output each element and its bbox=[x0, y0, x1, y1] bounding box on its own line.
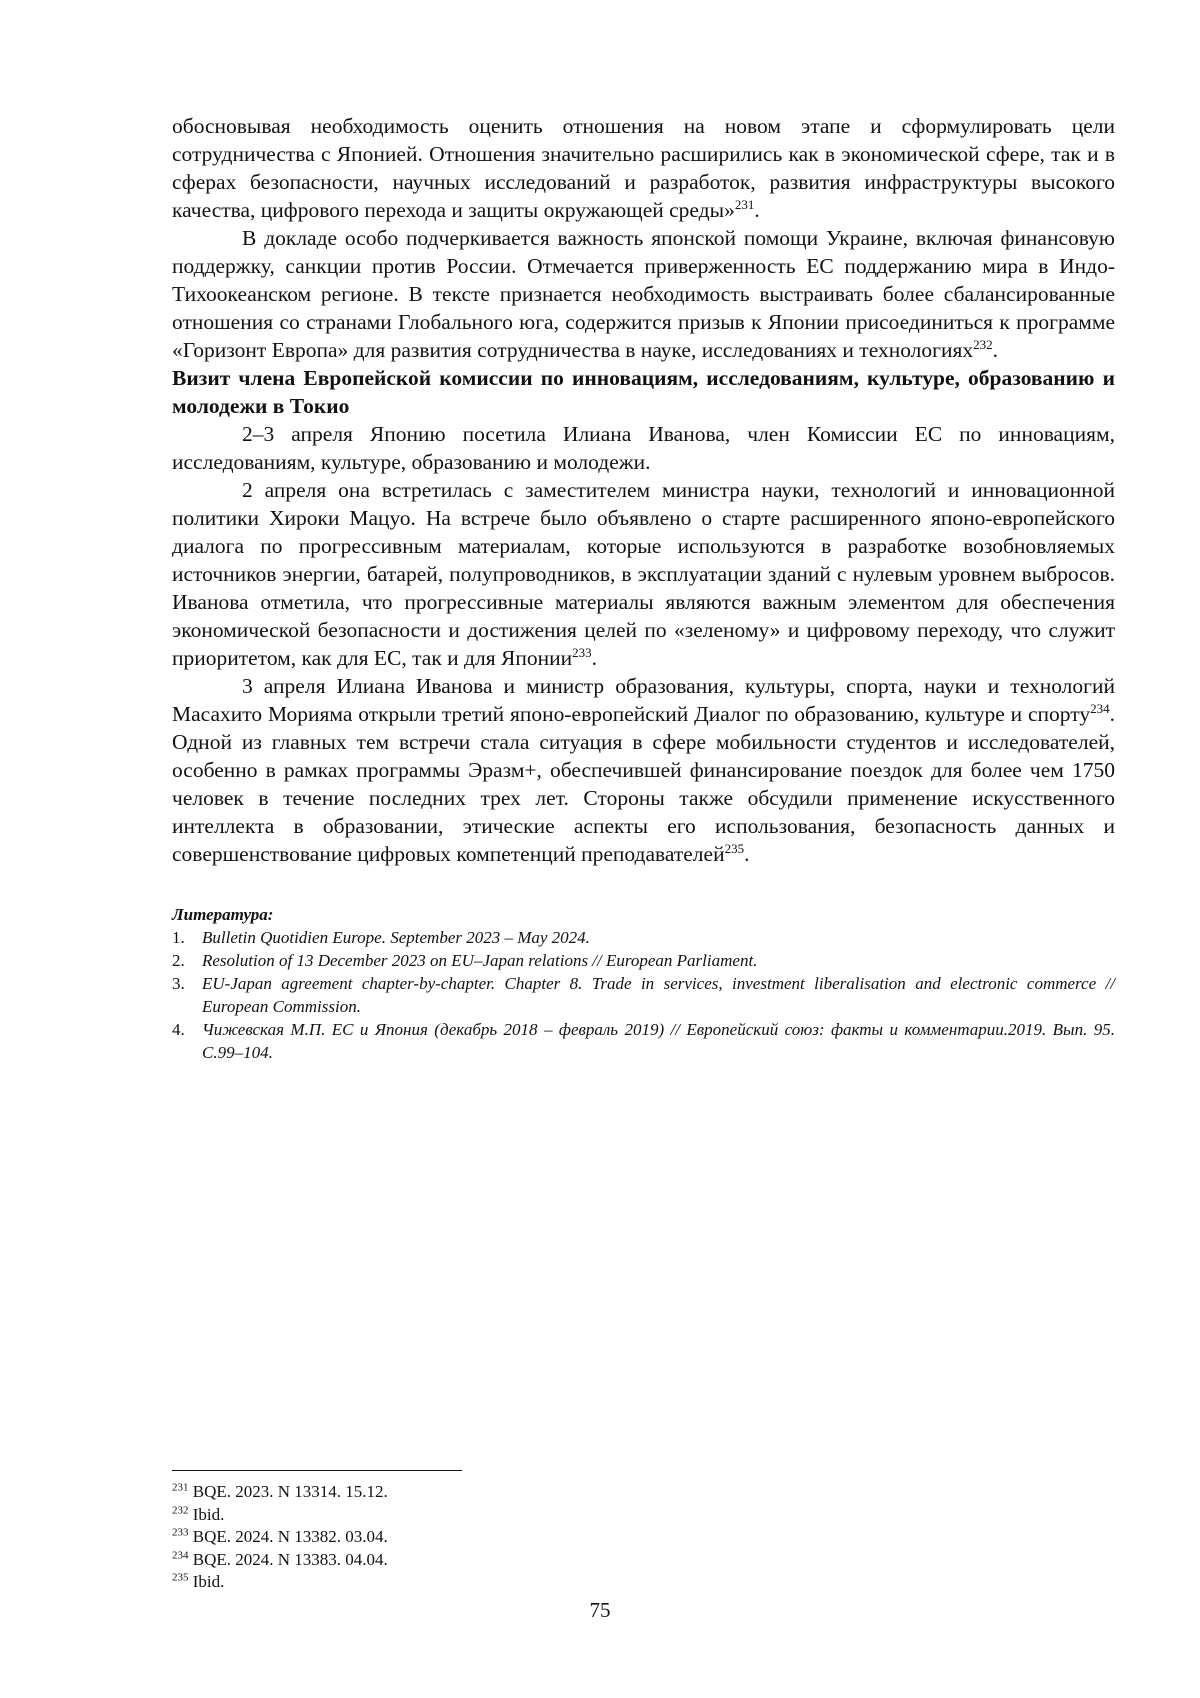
literature-item bbox=[172, 926, 1115, 949]
footnote-number: 232 bbox=[172, 1503, 189, 1516]
literature-item-number: 1. bbox=[172, 928, 185, 947]
paragraph-2-text: В докладе особо подчеркивается важность японской помощи Украине, включая финансовую поддержку, санкции против России. Отмечается приверженность ЕС поддержанию мира в Индо-Тихоокеанском регионе. В тексте признается необходимость выстраивать более сбалансированные отношения со странами Глобального юга, содержится призыв к Японии присоединиться к программе «Горизонт Европа» для развития сотрудничества в науке, исследованиях и технологиях bbox=[172, 226, 1115, 362]
paragraph-5-text-a: 3 апреля Илиана Иванова и министр образования, культуры, спорта, науки и технологий Масахито Морияма открыли третий японо-европейский Диалог по образованию, культуре и спорту bbox=[172, 674, 1115, 726]
literature-item bbox=[172, 972, 1115, 1018]
footnote-number: 233 bbox=[172, 1526, 189, 1539]
literature-section bbox=[172, 904, 1115, 1064]
paragraph-5-end: . bbox=[744, 842, 750, 866]
footnote-ref-234[interactable]: 234 bbox=[1090, 700, 1110, 716]
footnote-text: Ibid. bbox=[192, 1504, 225, 1524]
paragraph-4 bbox=[172, 476, 1115, 672]
footnote bbox=[172, 1481, 1115, 1504]
footnote-divider bbox=[172, 1470, 462, 1471]
footnote-text: BQE. 2024. N 13382. 03.04. bbox=[192, 1527, 388, 1546]
footnote-ref-233[interactable]: 233 bbox=[572, 644, 592, 660]
literature-list bbox=[172, 926, 1115, 1064]
paragraph-3: 2–3 апреля Японию посетила Илиана Иванова, член Комиссии ЕС по инновациям, исследованиям, культуре, образованию и молодежи. bbox=[172, 422, 1115, 474]
literature-item bbox=[172, 949, 1115, 972]
footnote-number: 235 bbox=[172, 1571, 189, 1584]
literature-item-number: 2. bbox=[172, 951, 185, 970]
literature-item-text: Чижевская М.П. ЕС и Япония (декабрь 2018 – февраль 2019) // Европейский союз: факты и комментарии.2019. Вып. 95. С.99–104. bbox=[202, 1020, 1115, 1062]
document-body bbox=[172, 112, 1115, 1064]
paragraph-4-text: 2 апреля она встретилась с заместителем министра науки, технологий и инновационной политики Хироки Мацуо. На встрече было объявлено о старте расширенного японо-европейского диалога по прогрессивным материалам, которые используются в разработке возобновляемых источников энергии, батарей, полупроводников, в эксплуатации зданий с нулевым уровнем выбросов. Иванова отметила, что прогрессивные материалы являются важным элементом для обеспечения экономической безопасности и достижения целей по «зеленому» и цифровому переходу, что служит приоритетом, как для ЕС, так и для Японии bbox=[172, 478, 1115, 670]
literature-item-number: 4. bbox=[172, 1020, 185, 1039]
footnote-number: 234 bbox=[172, 1548, 189, 1561]
literature-title: Литература: bbox=[172, 905, 274, 924]
footnote-ref-232[interactable]: 232 bbox=[973, 336, 993, 352]
literature-item-text: Bulletin Quotidien Europe. September 2023 – May 2024. bbox=[202, 928, 590, 947]
literature-item-text: Resolution of 13 December 2023 on EU–Japan relations // European Parliament. bbox=[202, 951, 758, 970]
paragraph-1-end: . bbox=[754, 198, 760, 222]
literature-item-number: 3. bbox=[172, 974, 185, 993]
paragraph-1-text: обосновывая необходимость оценить отношения на новом этапе и сформулировать цели сотрудничества с Японией. Отношения значительно расширились как в экономической сфере, так и в сферах безопасности, научных исследований и разработок, развития инфраструктуры высокого качества, цифрового перехода и защиты окружающей среды» bbox=[172, 114, 1115, 222]
footnote-ref-235[interactable]: 235 bbox=[724, 840, 745, 856]
footnote bbox=[172, 1549, 1115, 1572]
footnote bbox=[172, 1526, 1115, 1549]
paragraph-2 bbox=[172, 224, 1115, 364]
footnote-ref-231[interactable]: 231 bbox=[734, 196, 755, 212]
footnotes-section bbox=[172, 1470, 1115, 1594]
footnote bbox=[172, 1504, 1115, 1527]
paragraph-5 bbox=[172, 672, 1115, 868]
footnote-text: Ibid. bbox=[192, 1572, 225, 1591]
paragraph-2-end: . bbox=[992, 338, 999, 362]
paragraph-1 bbox=[172, 112, 1115, 224]
footnote-number: 231 bbox=[172, 1481, 189, 1494]
footnote bbox=[172, 1571, 1115, 1594]
footnote-text: BQE. 2024. N 13383. 04.04. bbox=[192, 1549, 388, 1569]
paragraph-5-text-b: . Одной из главных тем встречи стала ситуация в сфере мобильности студентов и исследователей, особенно в рамках программы Эразм+, обеспечившей финансирование поездок для более чем 1750 человек в течение последних трех лет. Стороны также обсудили применение искусственного интеллекта в образовании, этические аспекты его использования, безопасность данных и совершенствование цифровых компетенций преподавателей bbox=[172, 702, 1115, 866]
page-number: 75 bbox=[589, 1598, 611, 1622]
literature-item-text: EU-Japan agreement chapter-by-chapter. Chapter 8. Trade in services, investment liberalisation and electronic commerce // European Commission. bbox=[202, 974, 1115, 1016]
footnote-text: BQE. 2023. N 13314. 15.12. bbox=[192, 1482, 388, 1501]
paragraph-4-end: . bbox=[591, 646, 597, 670]
literature-item bbox=[172, 1018, 1115, 1064]
section-heading: Визит члена Европейской комиссии по инновациям, исследованиям, культуре, образованию и молодежи в Токио bbox=[172, 366, 1115, 418]
